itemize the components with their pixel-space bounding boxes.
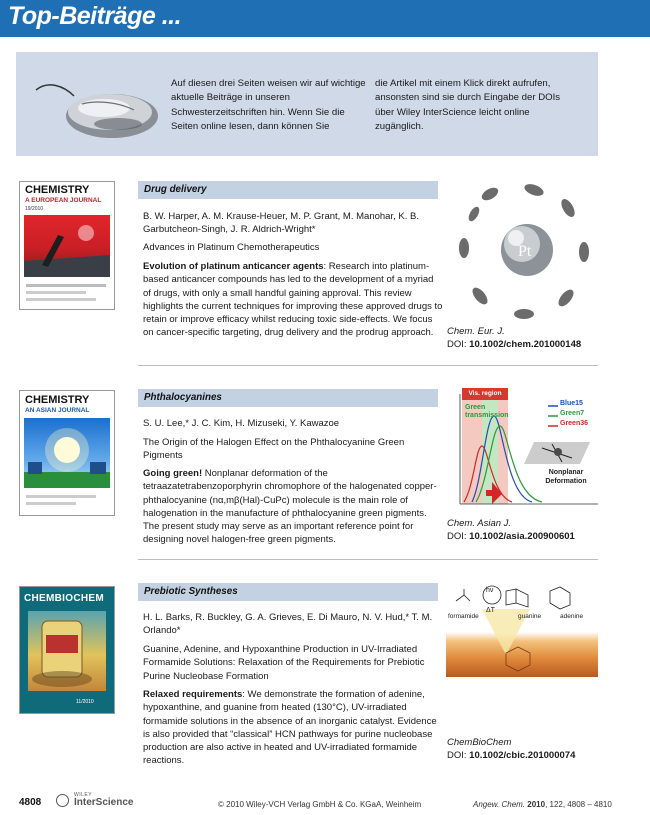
- abstract-lead: Relaxed requirements: [143, 689, 243, 700]
- dt-label: ΔT: [486, 607, 495, 614]
- legend-green36: Green36: [560, 420, 589, 427]
- abstract-body: : Research into platinum-based anticancer compounds has led to the development of a myriad of drugs, with only a small handful gaining approval. This review highlights the current techniques for improving these approved drugs to retain or improve efficacy whilst reducing toxic side-effects. We focus on cancer-specific targeting, drug delivery and the prodrug approach.: [143, 261, 443, 339]
- formamide-label: formamide: [448, 613, 479, 620]
- doi-line[interactable]: [447, 339, 581, 350]
- cover-subtitle: AN ASIAN JOURNAL: [25, 407, 90, 414]
- citation-year: 2010: [527, 800, 546, 809]
- hv-label: hν: [486, 587, 494, 594]
- journal-name: ChemBioChem: [447, 737, 512, 748]
- page-title: Top-Beiträge ...: [8, 2, 182, 30]
- intro-box: [16, 52, 598, 156]
- citation-rest: , 122, 4808 – 4810: [545, 800, 612, 809]
- adenine-label: adenine: [560, 613, 584, 620]
- doi-label: DOI:: [447, 750, 470, 761]
- copyright-text: © 2010 Wiley-VCH Verlag GmbH & Co. KGaA, Weinheim: [218, 800, 422, 809]
- doi-link[interactable]: 10.1002/asia.200900601: [469, 531, 575, 542]
- article-abstract: [143, 467, 443, 547]
- vis-region-label: Vis. region: [462, 388, 508, 400]
- globe-icon: [56, 794, 69, 807]
- computer-mouse-illustration: [34, 70, 160, 146]
- category-strip: Drug delivery: [138, 181, 438, 199]
- logo-prefix: WILEY: [74, 792, 93, 798]
- toc-graphic-phthalocyanine: [452, 386, 600, 514]
- cover-issue: 11/2010: [76, 699, 94, 705]
- doi-link[interactable]: 10.1002/cbic.201000074: [469, 750, 576, 761]
- legend-blue15: Blue15: [560, 400, 583, 407]
- legend-green7: Green7: [560, 410, 585, 417]
- doi-label: DOI:: [447, 339, 470, 350]
- cover-image: [24, 418, 110, 488]
- article-authors: B. W. Harper, A. M. Krause-Heuer, M. P. Grant, M. Manohar, K. B. Garbutcheon-Singh, J. R. Aldrich-Wright*: [143, 211, 419, 236]
- article-separator: [138, 365, 598, 366]
- cover-issue: 19/2010: [25, 206, 44, 212]
- toc-graphic-platinum: [450, 178, 600, 324]
- journal-cover-chem-asian-j[interactable]: [19, 390, 115, 516]
- cover-title: CHEMBIOCHEM: [24, 593, 104, 604]
- nonplanar-label: Nonplanar Deformation: [545, 469, 587, 485]
- doi-line[interactable]: [447, 531, 575, 542]
- abstract-lead: Going green!: [143, 468, 203, 479]
- cover-subtitle: A EUROPEAN JOURNAL: [25, 197, 102, 204]
- page-number: 4808: [19, 797, 42, 808]
- journal-name: Chem. Asian J.: [447, 518, 512, 529]
- pt-label: Pt: [518, 243, 532, 260]
- cover-image: [28, 611, 106, 691]
- article-authors: H. L. Barks, R. Buckley, G. A. Grieves, E. Di Mauro, N. V. Hud,* T. M. Orlando*: [143, 612, 433, 637]
- doi-line[interactable]: [447, 750, 575, 761]
- abstract-lead: Evolution of platinum anticancer agents: [143, 261, 324, 272]
- article-title[interactable]: Guanine, Adenine, and Hypoxanthine Production in UV-Irradiated Formamide Solutions: Relaxation of the Requirements for Prebiotic Purine Nucleobase Formation: [143, 644, 425, 682]
- article-abstract: [143, 260, 443, 340]
- cover-image: [24, 215, 110, 277]
- wiley-interscience-logo[interactable]: [56, 793, 146, 813]
- guanine-label: guanine: [518, 613, 542, 620]
- green-transmission-label: Green transmission: [465, 404, 509, 419]
- logo-text: InterScience: [74, 797, 134, 808]
- journal-cover-chem-eur-j[interactable]: [19, 181, 115, 310]
- abstract-body: Nonplanar deformation of the tetraazatetrabenzoporphyrin chromophore of the halogenated copper-phthalocyanine (nα,mβ(Hal)-CuPc) molecule is the main role of halogenation in the manufacture of phthalocyanine green pigments. The present study may serve as an important reference point for designing novel halogen-free green pigments.: [143, 468, 437, 546]
- intro-text-col1: Auf diesen drei Seiten weisen wir auf wichtige aktuelle Beiträge in unseren Schwesterzeitschriften hin. Wenn Sie die Seiten online lesen, dann können Sie: [171, 78, 366, 133]
- article-separator: [138, 559, 598, 560]
- article-authors: S. U. Lee,* J. C. Kim, H. Mizuseki, Y. Kawazoe: [143, 418, 340, 429]
- doi-link[interactable]: 10.1002/chem.201000148: [469, 339, 582, 350]
- category-strip: Phthalocyanines: [138, 389, 438, 407]
- article-title[interactable]: The Origin of the Halogen Effect on the Phthalocyanine Green Pigments: [143, 437, 405, 462]
- article-abstract: [143, 688, 443, 768]
- doi-label: DOI:: [447, 531, 470, 542]
- citation-journal: Angew. Chem.: [473, 800, 526, 809]
- citation: [473, 800, 612, 809]
- journal-cover-chembiochem[interactable]: [19, 586, 115, 714]
- article-title[interactable]: Advances in Platinum Chemotherapeutics: [143, 242, 320, 253]
- abstract-body: : We demonstrate the formation of adenine, hypoxanthine, and guanine from heated (130°C), UV-irradiated formamide solutions in the absence of an inorganic catalyst. Evidence is also provided that “classical” HCN pathways for purine nucleobase production are also active in heated and UV-irradiated formamide reactions.: [143, 689, 437, 767]
- cover-title: CHEMISTRY: [25, 184, 90, 196]
- toc-graphic-prebiotic: [446, 583, 598, 677]
- journal-name: Chem. Eur. J.: [447, 326, 505, 337]
- intro-text-col2: die Artikel mit einem Klick direkt aufrufen, ansonsten sind sie durch Eingabe der DOIs über Wiley InterScience leicht online zugänglich.: [375, 78, 561, 133]
- category-strip: Prebiotic Syntheses: [138, 583, 438, 601]
- cover-title: CHEMISTRY: [25, 394, 90, 406]
